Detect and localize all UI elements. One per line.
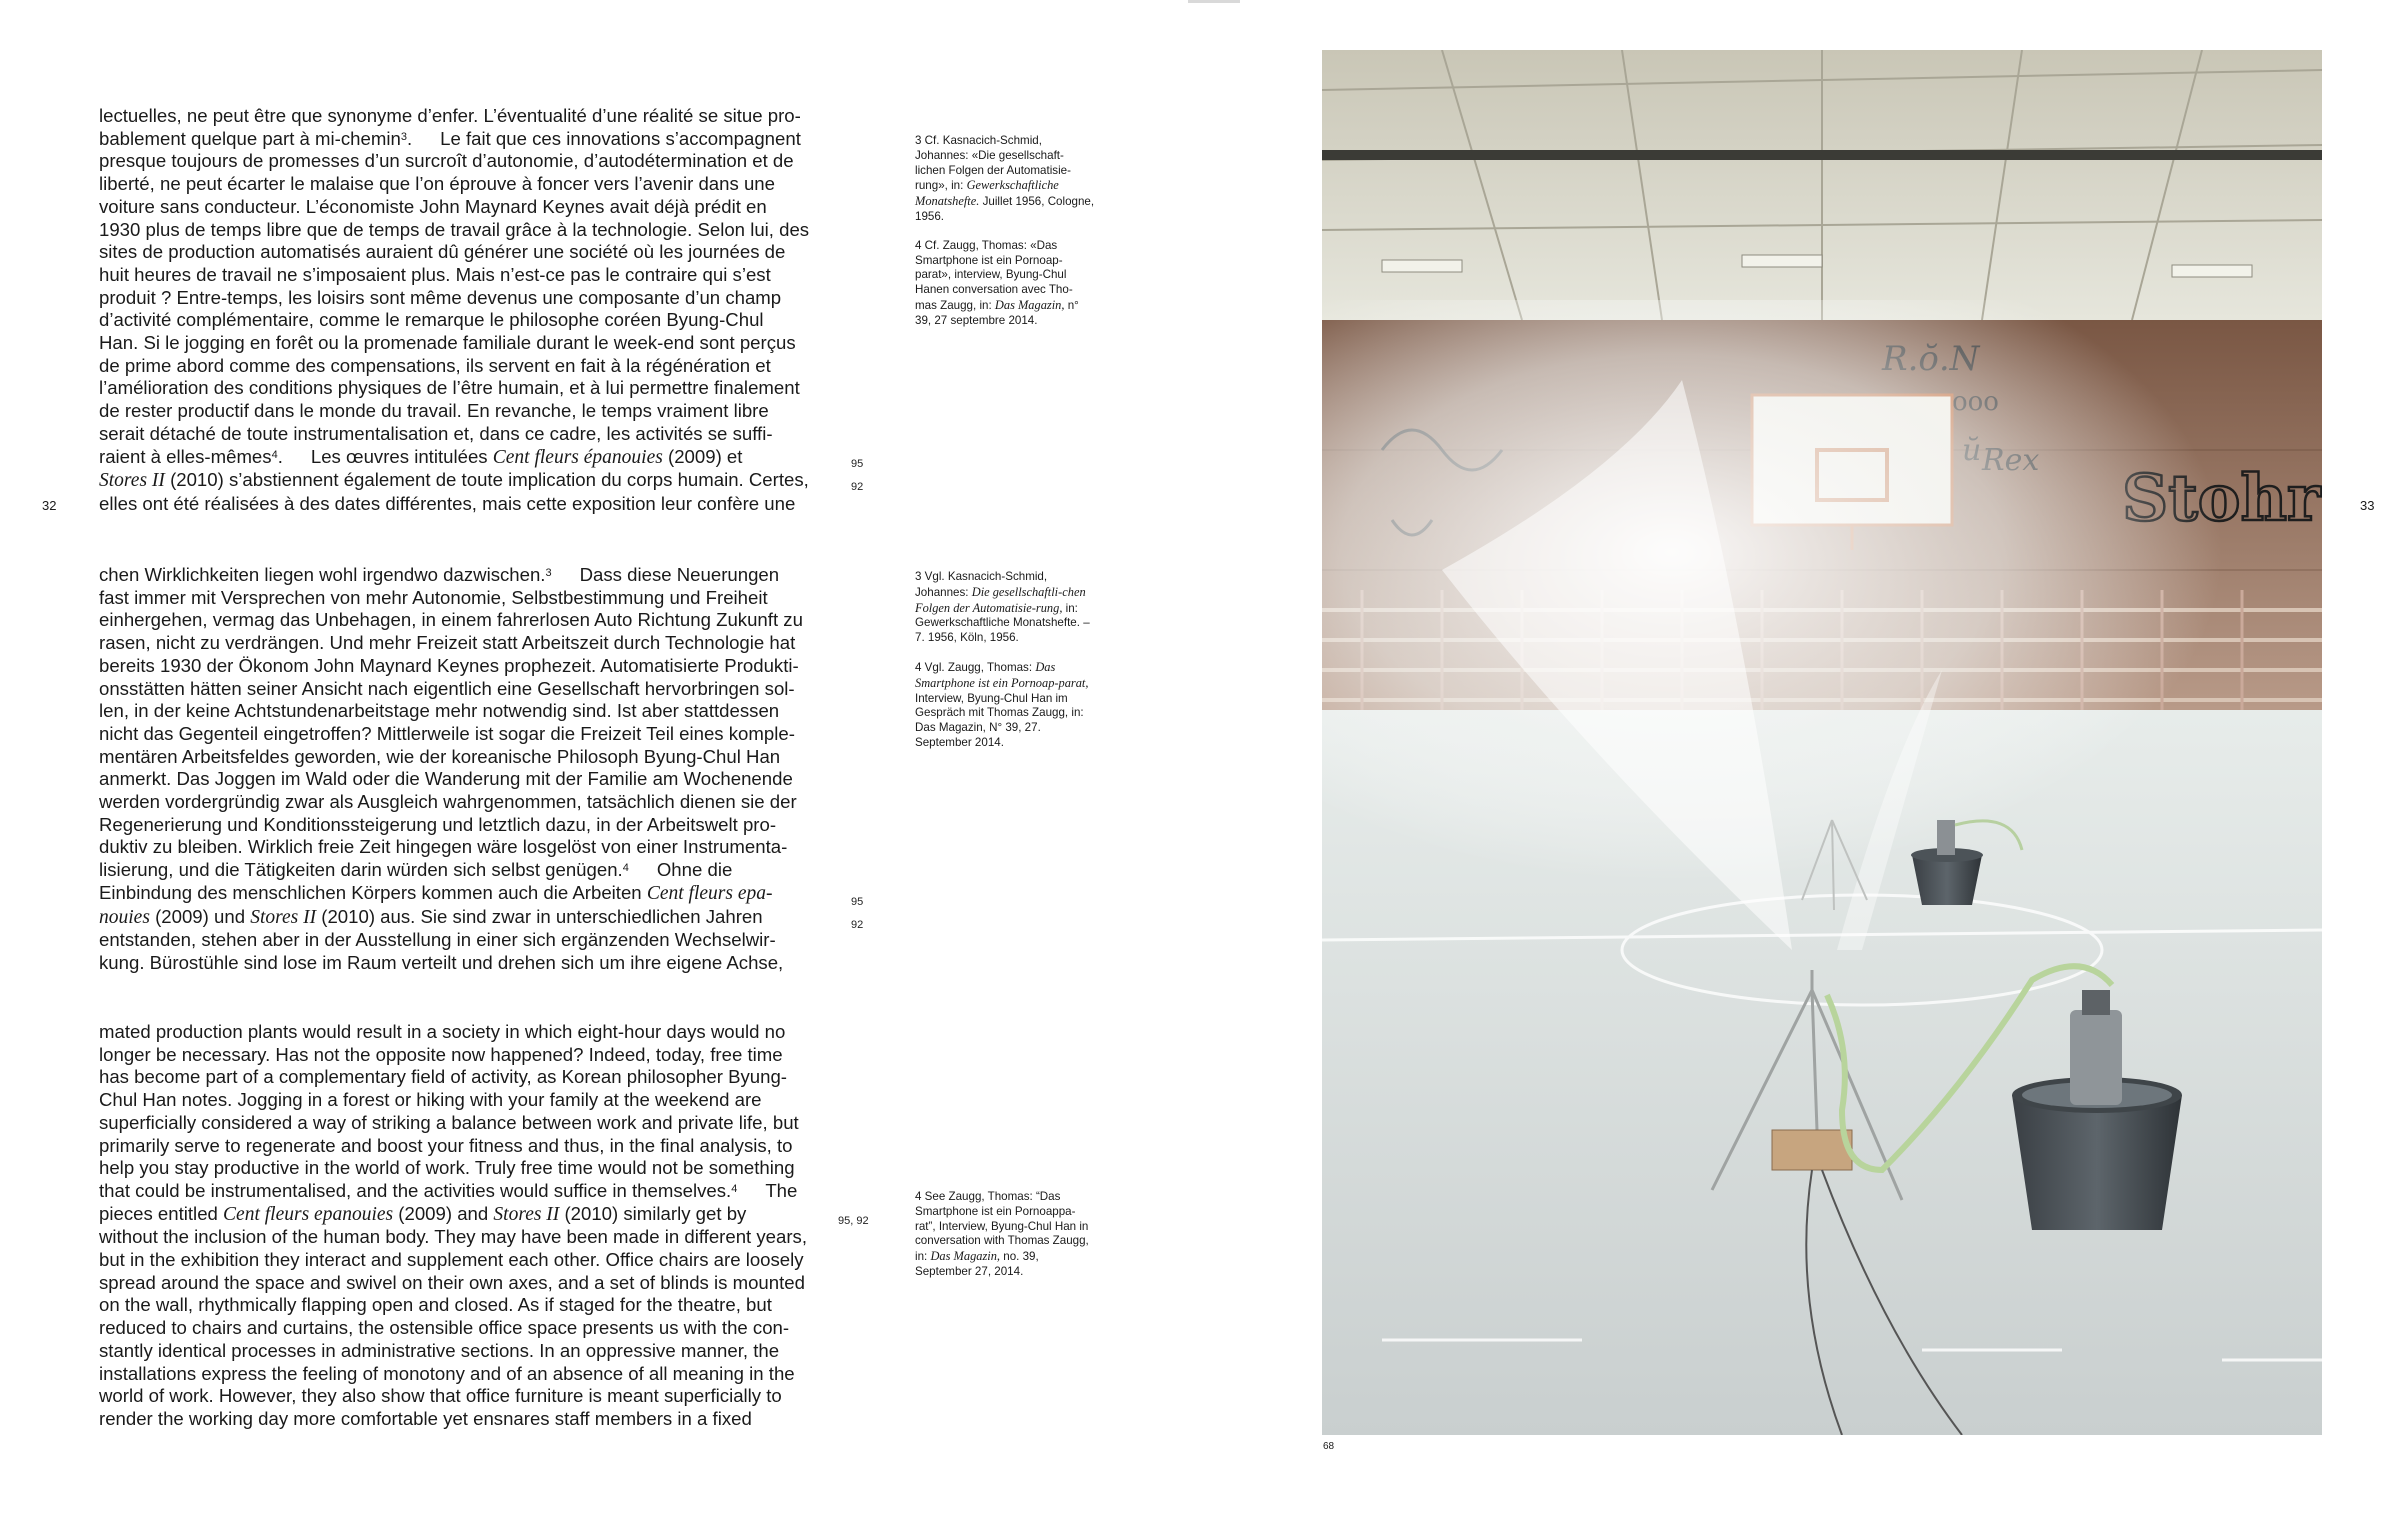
text-line: liberté, ne peut écarter le malaise que l’on éprouve à foncer vers l’avenir dans une bbox=[99, 173, 775, 195]
text-line: serait détaché de toute instrumentalisation et, dans ce cadre, les activités se suffi- bbox=[99, 422, 773, 444]
text-line: raient à elles-mêmes$^4$. Les œuvres intitulées Cent fleurs épanouies (2009) et bbox=[99, 445, 743, 468]
text-line: Einbindung des menschlichen Körpers kommen auch die Arbeiten Cent fleurs epa- bbox=[99, 881, 773, 904]
text-line: that could be instrumentalised, and the activities would suffice in themselves.$^4$ The bbox=[99, 1179, 798, 1201]
footnote: 4 See Zaugg, Thomas: “Das Smartphone ist ein Pornoappa-rat”, Interview, Byung-Chul Han in conversation with Thomas Zaugg, in: Das Magazin, no. 39, September 27, 2014. bbox=[915, 1190, 1089, 1278]
text-line: fast immer mit Versprechen von mehr Autonomie, Selbstbestimmung und Freiheit bbox=[99, 586, 768, 608]
text-line: anmerkt. Das Joggen im Wald oder die Wanderung mit der Familie am Wochenende bbox=[99, 768, 793, 790]
text-line: sites de production automatisés auraient dû générer une société où les journées de bbox=[99, 241, 786, 263]
text-line: bablement quelque part à mi-chemin$^3$. Le fait que ces innovations s’accompagnent bbox=[99, 127, 801, 149]
gymnasium-sprinkler-illustration bbox=[1322, 50, 2322, 1435]
steel-girder bbox=[1322, 150, 2322, 160]
text-line: entstanden, stehen aber in der Ausstellung in einer sich ergänzenden Wechselwir- bbox=[99, 929, 776, 951]
french-text-block bbox=[99, 105, 811, 516]
english-footnotes bbox=[915, 1190, 1095, 1294]
catalogue-ref: 95, 92 bbox=[838, 1215, 869, 1227]
text-line: rasen, nicht zu verdrängen. Und mehr Freizeit statt Arbeitszeit durch Technologie hat bbox=[99, 632, 796, 654]
text-line: bereits 1930 der Ökonom John Maynard Keynes prophezeit. Automatisierte Produkti- bbox=[99, 654, 799, 676]
text-line: chen Wirklichkeiten liegen wohl irgendwo dazwischen.$^3$ Dass diese Neuerungen bbox=[99, 564, 780, 585]
catalogue-ref: 92 bbox=[851, 481, 864, 493]
footnote: 3 Cf. Kasnacich-Schmid, Johannes: «Die gesellschaft- lichen Folgen der Automatisie- rung», in: Gewerkschaftliche Monatshefte. Juillet 1956, Cologne, 1956. bbox=[915, 134, 1095, 223]
work-title: Cent fleurs epanouies bbox=[223, 1203, 394, 1225]
text-line: longer be necessary. Has not the opposite now happened? Indeed, today, free time bbox=[99, 1043, 783, 1065]
text-line: reduced to chairs and curtains, the ostensible office space presents us with the con- bbox=[99, 1317, 790, 1339]
text-line: has become part of a complementary field of activity, as Korean philosopher Byung- bbox=[99, 1066, 787, 1088]
text-line: pieces entitled Cent fleurs epanouies (2009) and Stores II (2010) similarly get by bbox=[99, 1202, 747, 1225]
work-title: Cent fleurs epa- bbox=[646, 882, 773, 904]
text-line: de rester productif dans le monde du travail. En revanche, le temps vraiment libre bbox=[99, 400, 769, 422]
installation-photo bbox=[1322, 50, 2322, 1435]
text-line: nicht das Gegenteil eingetroffen? Mittlerweile ist sogar die Freizeit Teil eines komple- bbox=[99, 722, 795, 744]
text-line: presque toujours de promesses d’un surcroît d’autonomie, d’autodétermination et de bbox=[99, 150, 794, 172]
german-footnotes bbox=[915, 570, 1095, 765]
text-line: spread around the space and swivel on their own axes, and a set of blinds is mounted bbox=[99, 1271, 805, 1293]
text-line: mated production plants would result in a society in which eight-hour days would no bbox=[99, 1021, 786, 1042]
text-line: werden vordergründig zwar als Ausgleich wahrgenommen, tatsächlich dienen sie der bbox=[99, 791, 797, 813]
ceiling-light bbox=[1742, 255, 1822, 267]
text-line: but in the exhibition they interact and supplement each other. Office chairs are loosely bbox=[99, 1249, 804, 1271]
footnote: 3 Vgl. Kasnacich-Schmid, Johannes: Die gesellschaftli-chen Folgen der Automatisie-rung, in: Gewerkschaftliche Monatshefte. – 7. 1956, Köln, 1956. bbox=[915, 570, 1090, 645]
footnote: 4 Cf. Zaugg, Thomas: «Das Smartphone ist ein Pornoap- parat», interview, Byung-Chul Hanen conversation avec Tho- mas Zaugg, in: Das Magazin, n° 39, 27 septembre 2014. bbox=[915, 238, 1079, 327]
text-line: on the wall, rhythmically flapping open and closed. As if staged for the theatre, but bbox=[99, 1294, 772, 1316]
top-edge-mark bbox=[1188, 0, 1240, 3]
catalogue-ref: 92 bbox=[851, 919, 864, 931]
catalogue-ref: 95 bbox=[851, 896, 864, 908]
text-line: de prime abord comme des compensations, ils servent en fait à la régénération et bbox=[99, 354, 771, 376]
text-line: len, in der keine Achtstundenarbeitstage mehr notwendig sind. Ist aber stattdessen bbox=[99, 700, 780, 722]
text-line: without the inclusion of the human body. They may have been made in different years, bbox=[99, 1226, 808, 1248]
brick bbox=[1772, 1130, 1852, 1170]
text-line: Han. Si le jogging en forêt ou la promenade familiale durant le week-end sont perçus bbox=[99, 332, 796, 354]
footnote: 4 Vgl. Zaugg, Thomas: Das Smartphone ist ein Pornoap-parat, Interview, Byung-Chul Han im Gespräch mit Thomas Zaugg, in: Das Magazin, N° 39, 27. September 2014. bbox=[915, 659, 1089, 749]
ceiling-light bbox=[1382, 260, 1462, 272]
text-line: lectuelles, ne peut être que synonyme d’enfer. L’éventualité d’une réalité se situe pro- bbox=[99, 105, 801, 126]
text-line: mentären Arbeitsfeldes geworden, wie der koreanische Philosoph Byung-Chul Han bbox=[99, 745, 781, 767]
work-title: Stores II bbox=[250, 906, 317, 928]
text-line: huit heures de travail ne s’imposaient plus. Mais n’est-ce pas le contraire qui s’est bbox=[99, 263, 771, 285]
text-line: elles ont été réalisées à des dates différentes, mais cette exposition leur confère une bbox=[99, 492, 796, 514]
page-number-right: 33 bbox=[2360, 498, 2375, 513]
ceiling-light bbox=[2172, 265, 2252, 277]
text-line: l’amélioration des conditions physiques de l’être humain, et à lui permettre finalement bbox=[99, 377, 800, 399]
text-line: produit ? Entre-temps, les loisirs sont même devenus une composante d’un champ bbox=[99, 286, 782, 308]
text-line: voiture sans conducteur. L’économiste John Maynard Keynes avait déjà prédit en bbox=[99, 195, 767, 217]
text-line: einhergehen, vermag das Unbehagen, in einem fahrerlosen Auto Richtung Zukunft zu bbox=[99, 609, 803, 631]
text-line: stantly identical processes in administrative sections. In an oppressive manner, the bbox=[99, 1339, 780, 1361]
text-line: duktiv zu bleiben. Wirklich freie Zeit hingegen wäre losgelöst von einer Instrumenta- bbox=[99, 836, 788, 858]
text-line: lisierung, und die Tätigkeiten darin würden sich selbst genügen.$^4$ Ohne die bbox=[99, 859, 733, 881]
text-line: Regenerierung und Konditionssteigerung und letztlich dazu, in der Arbeitswelt pro- bbox=[99, 813, 777, 835]
text-line: render the working day more comfortable yet ensnares staff members in a fixed bbox=[99, 1407, 752, 1429]
text-line: d’activité complémentaire, comme le remarque le philosophe coréen Byung-Chul bbox=[99, 309, 764, 331]
text-line: help you stay productive in the world of work. Truly free time would not be something bbox=[99, 1157, 795, 1179]
text-line: 1930 plus de temps libre que de temps de travail grâce à la technologie. Selon lui, des bbox=[99, 218, 810, 240]
page-number-left: 32 bbox=[42, 498, 57, 513]
work-title: nouies bbox=[99, 906, 150, 928]
text-line: onsstätten hätten seiner Ansicht nach eigentlich eine Gesellschaft hervorbringen sol- bbox=[99, 677, 795, 699]
text-line: nouies (2009) und Stores II (2010) aus. Sie sind zwar in unterschiedlichen Jahren bbox=[99, 905, 763, 928]
work-title: Stores II bbox=[493, 1203, 560, 1225]
text-line: Stores II (2010) s’abstiennent également de toute implication du corps humain. Certes, bbox=[99, 469, 809, 492]
text-line: Chul Han notes. Jogging in a forest or hiking with your family at the weekend are bbox=[99, 1089, 762, 1111]
text-line: superficially considered a way of striking a balance between work and private life, but bbox=[99, 1111, 799, 1133]
work-title: Cent fleurs épanouies bbox=[492, 446, 663, 468]
text-line: world of work. However, they also show that office furniture is meant superficially to bbox=[99, 1385, 782, 1407]
catalogue-ref: 95 bbox=[851, 458, 864, 470]
english-text-block bbox=[99, 1021, 811, 1431]
text-line: primarily serve to regenerate and boost your fitness and thus, in the final analysis, to bbox=[99, 1134, 793, 1156]
french-footnotes bbox=[915, 134, 1095, 343]
figure-number: 68 bbox=[1323, 1441, 1335, 1452]
work-title: Stores II bbox=[99, 470, 165, 492]
german-text-block bbox=[99, 564, 811, 975]
text-line: installations express the feeling of monotony and of an absence of all meaning in the bbox=[99, 1362, 795, 1384]
pump bbox=[2070, 1010, 2122, 1105]
text-line: kung. Bürostühle sind lose im Raum verteilt und drehen sich um ihre eigene Achse, bbox=[99, 951, 784, 973]
